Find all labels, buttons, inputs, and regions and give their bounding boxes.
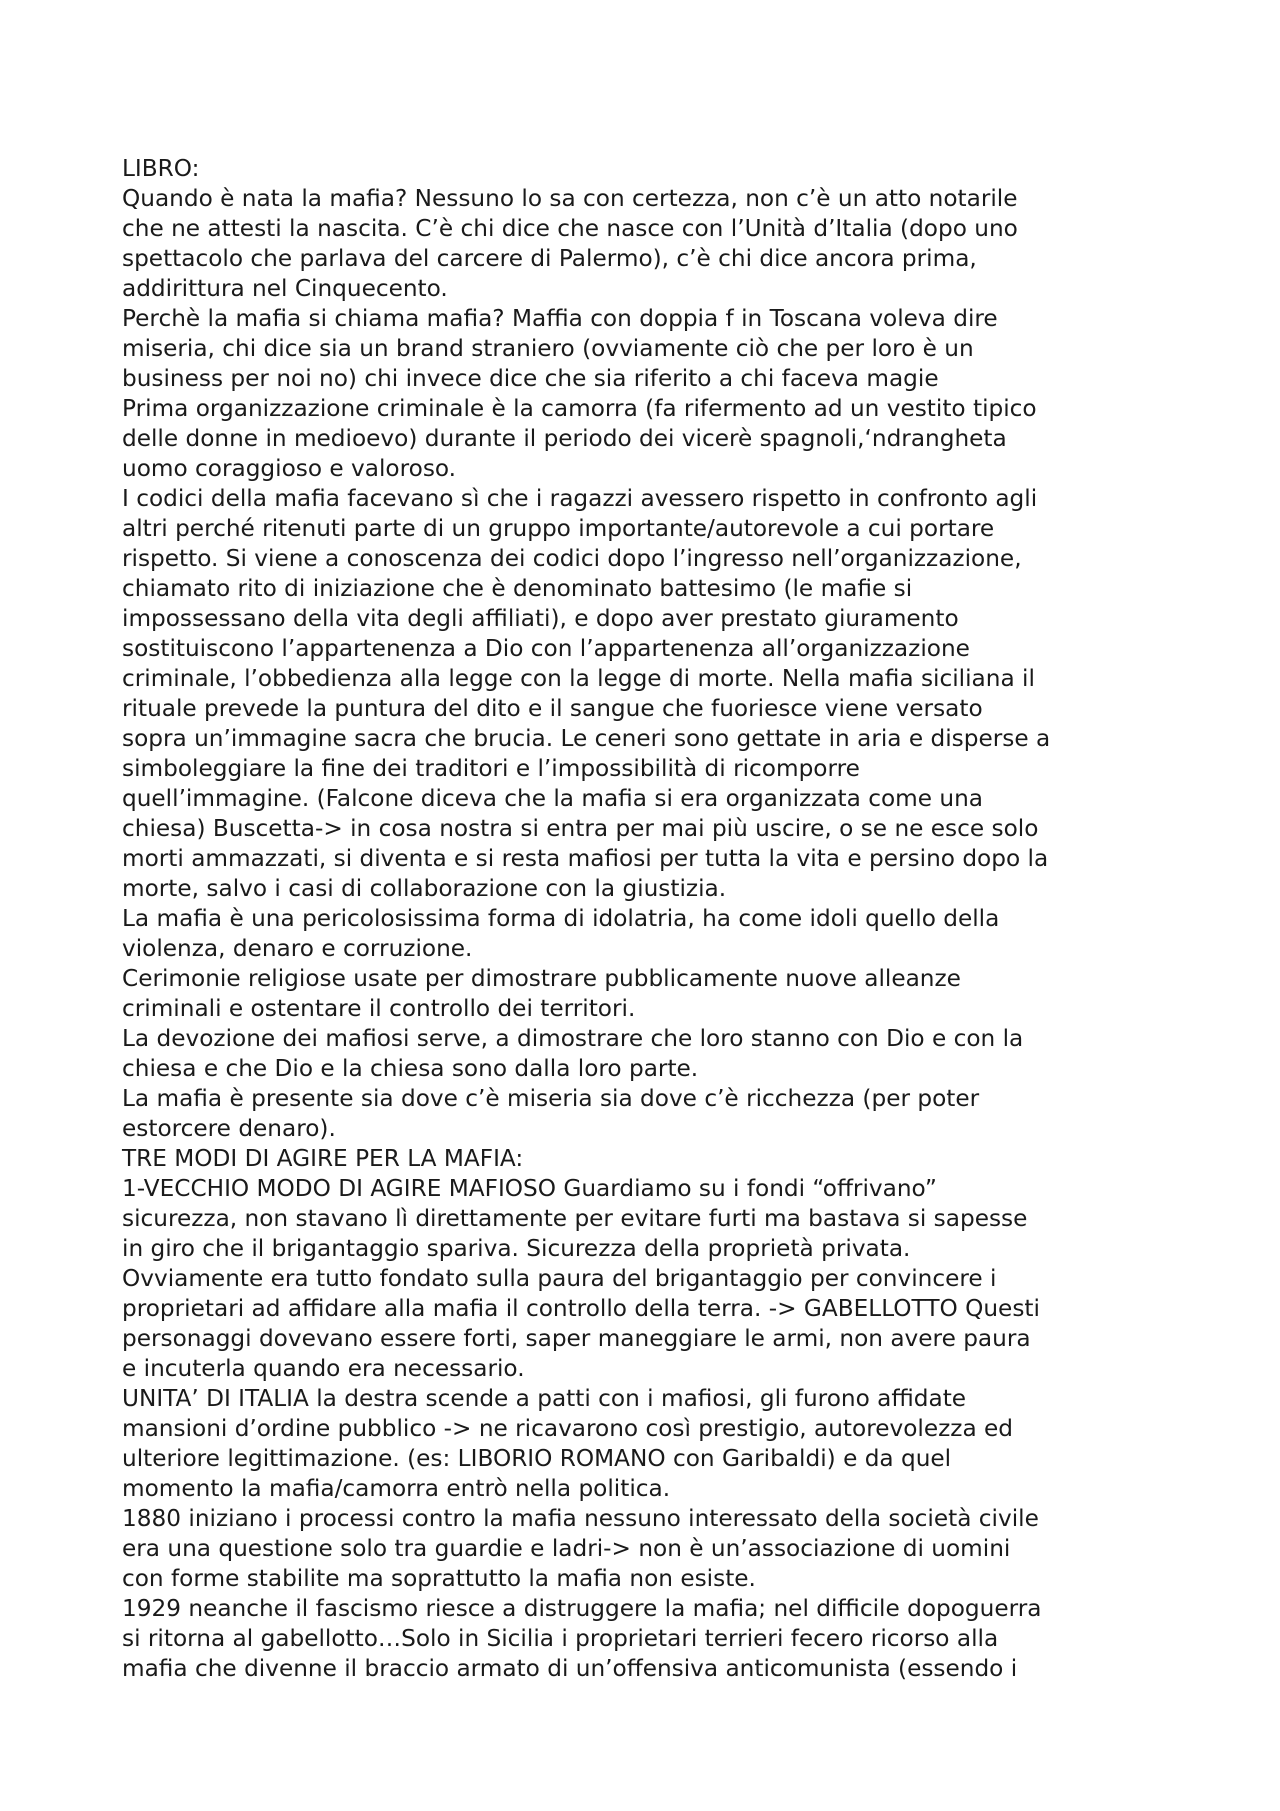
text-line: addirittura nel Cinquecento. [122,275,448,302]
text-line: Quando è nata la mafia? Nessuno lo sa con certezza, non c’è un atto notarile [122,185,1018,212]
text-line: uomo coraggioso e valoroso. [122,455,457,482]
text-line: Ovviamente era tutto fondato sulla paura del brigantaggio per convincere i [122,1265,997,1292]
text-line: delle donne in medioevo) durante il periodo dei vicerè spagnoli,‘ndrangheta [122,425,1007,452]
text-line: Cerimonie religiose usate per dimostrare pubblicamente nuove alleanze [122,965,961,992]
text-line: sicurezza, non stavano lì direttamente per evitare furti ma bastava si sapesse [122,1205,1028,1232]
text-line: sostituiscono l’appartenenza a Dio con l’appartenenza all’organizzazione [122,635,970,662]
text-line: 1-VECCHIO MODO DI AGIRE MAFIOSO Guardiamo su i fondi “offrivano” [122,1175,937,1202]
text-line: Prima organizzazione criminale è la camorra (fa rifermento ad un vestito tipico [122,395,1037,422]
text-line: era una questione solo tra guardie e ladri-> non è un’associazione di uomini [122,1535,1011,1562]
text-line: proprietari ad affidare alla mafia il controllo della terra. -> GABELLOTTO Questi [122,1295,1040,1322]
text-line: con forme stabilite ma soprattutto la mafia non esiste. [122,1565,756,1592]
text-line: La mafia è una pericolosissima forma di idolatria, ha come idoli quello della [122,905,1000,932]
text-line: business per noi no) chi invece dice che sia riferito a chi faceva magie [122,365,939,392]
text-line: mafia che divenne il braccio armato di un’offensiva anticomunista (essendo i [122,1655,1018,1682]
text-line: criminali e ostentare il controllo dei territori. [122,995,636,1022]
text-line: ulteriore legittimazione. (es: LIBORIO ROMANO con Garibaldi) e da quel [122,1445,952,1472]
text-line: La devozione dei mafiosi serve, a dimostrare che loro stanno con Dio e con la [122,1025,1024,1052]
text-line: che ne attesti la nascita. C’è chi dice che nasce con l’Unità d’Italia (dopo uno [122,215,1018,242]
text-line: morte, salvo i casi di collaborazione con la giustizia. [122,875,727,902]
text-line: si ritorna al gabellotto…Solo in Sicilia i proprietari terrieri fecero ricorso alla [122,1625,999,1652]
text-line: e incuterla quando era necessario. [122,1355,525,1382]
text-line: rispetto. Si viene a conoscenza dei codici dopo l’ingresso nell’organizzazione, [122,545,1022,572]
text-line: morti ammazzati, si diventa e si resta mafiosi per tutta la vita e persino dopo la [122,845,1049,872]
text-line: quell’immagine. (Falcone diceva che la mafia si era organizzata come una [122,785,983,812]
text-line: miseria, chi dice sia un brand straniero (ovviamente ciò che per loro è un [122,335,974,362]
text-line: criminale, l’obbedienza alla legge con la legge di morte. Nella mafia siciliana il [122,665,1035,692]
text-line: chiamato rito di iniziazione che è denominato battesimo (le mafie si [122,575,913,602]
text-line: mansioni d’ordine pubblico -> ne ricavarono così prestigio, autorevolezza ed [122,1415,1014,1442]
text-line: spettacolo che parlava del carcere di Palermo), c’è chi dice ancora prima, [122,245,977,272]
text-line: estorcere denaro). [122,1115,336,1142]
text-line: altri perché ritenuti parte di un gruppo importante/autorevole a cui portare [122,515,995,542]
text-line: TRE MODI DI AGIRE PER LA MAFIA: [122,1145,524,1172]
text-line: in giro che il brigantaggio spariva. Sicurezza della proprietà privata. [122,1235,911,1262]
text-line: momento la mafia/camorra entrò nella politica. [122,1475,671,1502]
text-line: chiesa) Buscetta-> in cosa nostra si entra per mai più uscire, o se ne esce solo [122,815,1039,842]
text-line: LIBRO: [122,155,200,182]
text-line: impossessano della vita degli affiliati), e dopo aver prestato giuramento [122,605,959,632]
text-line: chiesa e che Dio e la chiesa sono dalla loro parte. [122,1055,699,1082]
text-line: UNITA’ DI ITALIA la destra scende a patti con i mafiosi, gli furono affidate [122,1385,967,1412]
text-line: rituale prevede la puntura del dito e il sangue che fuoriesce viene versato [122,695,983,722]
text-line: La mafia è presente sia dove c’è miseria sia dove c’è ricchezza (per poter [122,1085,980,1112]
text-line: 1880 iniziano i processi contro la mafia nessuno interessato della società civile [122,1505,1039,1532]
text-line: violenza, denaro e corruzione. [122,935,473,962]
document-body [122,154,1182,1684]
text-line: simboleggiare la fine dei traditori e l’impossibilità di ricomporre [122,755,860,782]
text-line: sopra un’immagine sacra che brucia. Le ceneri sono gettate in aria e disperse a [122,725,1051,752]
text-line: 1929 neanche il fascismo riesce a distruggere la mafia; nel difficile dopoguerra [122,1595,1042,1622]
text-line: I codici della mafia facevano sì che i ragazzi avessero rispetto in confronto agli [122,485,1038,512]
text-line: Perchè la mafia si chiama mafia? Maffia con doppia f in Toscana voleva dire [122,305,998,332]
text-line: personaggi dovevano essere forti, saper maneggiare le armi, non avere paura [122,1325,1031,1352]
